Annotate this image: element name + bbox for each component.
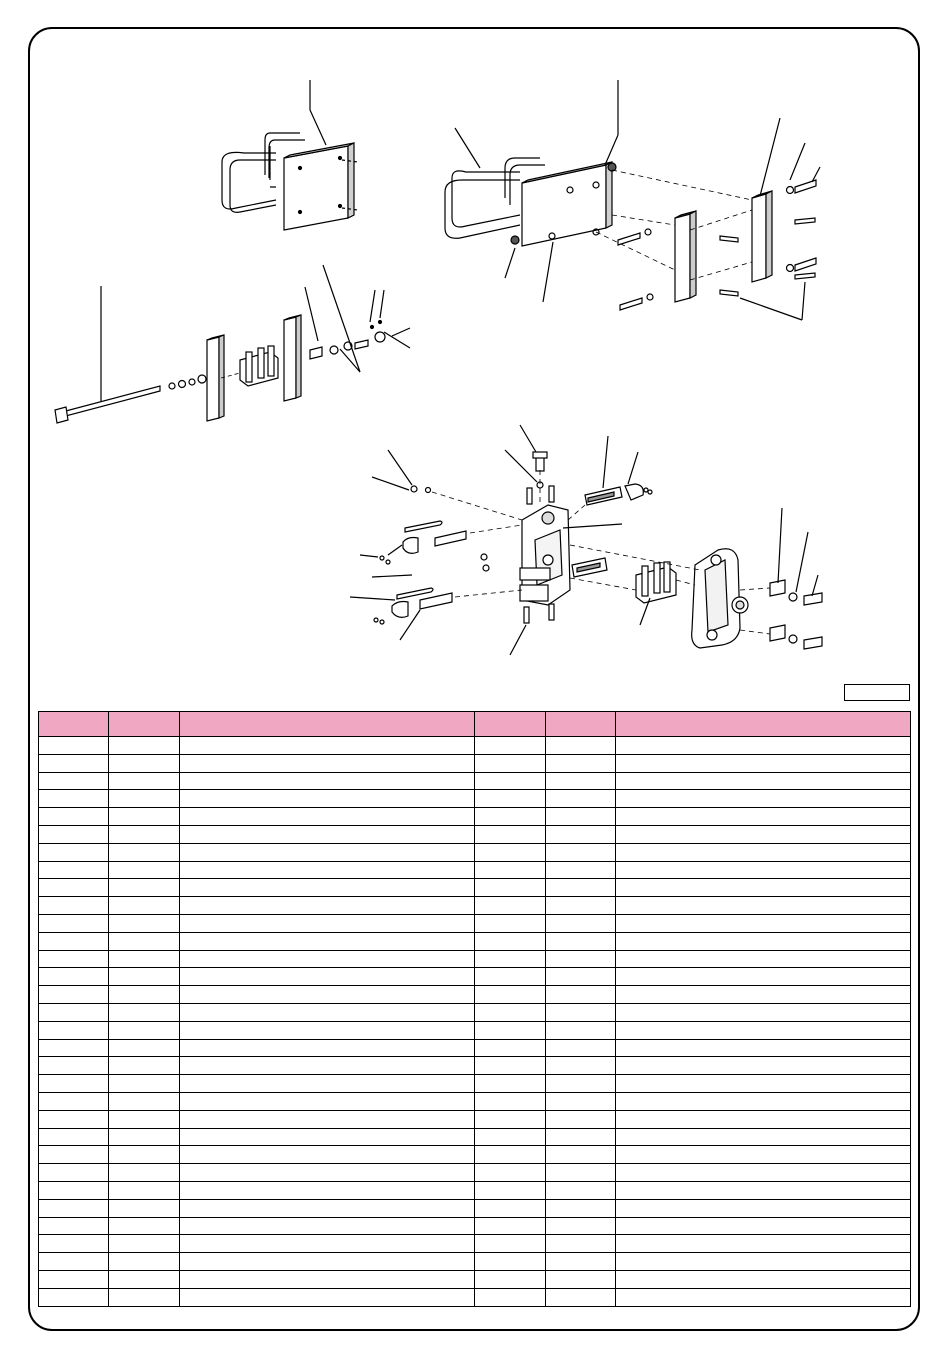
reference-box xyxy=(844,684,910,701)
table-cell xyxy=(180,825,475,843)
table-cell xyxy=(109,1092,180,1110)
parts-table xyxy=(38,711,911,1307)
table-cell xyxy=(180,1075,475,1093)
table-cell xyxy=(616,914,911,932)
table-cell xyxy=(180,1146,475,1164)
table-row xyxy=(39,737,911,755)
table-cell xyxy=(475,843,546,861)
table-cell xyxy=(475,808,546,826)
table-cell xyxy=(475,968,546,986)
table-cell xyxy=(180,861,475,879)
table-cell xyxy=(475,950,546,968)
table-cell xyxy=(475,1235,546,1253)
table-cell xyxy=(109,808,180,826)
table-cell xyxy=(39,737,109,755)
table-cell xyxy=(109,1253,180,1271)
table-cell xyxy=(39,1164,109,1182)
table-cell xyxy=(616,1181,911,1199)
table-cell xyxy=(475,861,546,879)
table-cell xyxy=(180,772,475,790)
table-cell xyxy=(546,861,616,879)
column-header xyxy=(180,712,475,737)
table-cell xyxy=(546,1235,616,1253)
table-cell xyxy=(180,932,475,950)
table-cell xyxy=(475,914,546,932)
clamp-block-lower xyxy=(636,562,676,603)
table-cell xyxy=(546,1164,616,1182)
table-cell xyxy=(39,1181,109,1199)
table-cell xyxy=(180,1039,475,1057)
table-cell xyxy=(546,1253,616,1271)
table-cell xyxy=(39,1039,109,1057)
table-cell xyxy=(546,897,616,915)
table-cell xyxy=(180,754,475,772)
table-row xyxy=(39,1039,911,1057)
table-cell xyxy=(616,790,911,808)
table-cell xyxy=(546,1128,616,1146)
table-cell xyxy=(39,1146,109,1164)
mount-plate-assembly-small xyxy=(222,80,358,230)
table-cell xyxy=(39,1270,109,1288)
table-row xyxy=(39,790,911,808)
table-row xyxy=(39,1199,911,1217)
table-cell xyxy=(475,825,546,843)
table-cell xyxy=(475,1039,546,1057)
table-cell xyxy=(180,914,475,932)
table-cell xyxy=(546,1057,616,1075)
table-cell xyxy=(109,1110,180,1128)
table-cell xyxy=(39,1110,109,1128)
table-cell xyxy=(180,1288,475,1306)
table-cell xyxy=(39,790,109,808)
table-cell xyxy=(616,1075,911,1093)
table-cell xyxy=(475,1003,546,1021)
table-cell xyxy=(616,1164,911,1182)
table-cell xyxy=(546,932,616,950)
table-cell xyxy=(546,1270,616,1288)
table-cell xyxy=(475,897,546,915)
table-cell xyxy=(546,879,616,897)
table-cell xyxy=(109,1075,180,1093)
table-row xyxy=(39,861,911,879)
table-cell xyxy=(475,754,546,772)
table-cell xyxy=(546,1021,616,1039)
table-cell xyxy=(109,1128,180,1146)
table-cell xyxy=(39,879,109,897)
table-cell xyxy=(475,1021,546,1039)
table-cell xyxy=(475,1146,546,1164)
table-cell xyxy=(109,1270,180,1288)
table-cell xyxy=(546,1110,616,1128)
table-cell xyxy=(39,1021,109,1039)
table-cell xyxy=(39,1217,109,1235)
table-cell xyxy=(616,932,911,950)
table-row xyxy=(39,1270,911,1288)
table-cell xyxy=(180,1235,475,1253)
table-cell xyxy=(475,1110,546,1128)
long-bolt-assembly xyxy=(55,265,410,423)
table-cell xyxy=(109,932,180,950)
table-cell xyxy=(546,808,616,826)
table-row xyxy=(39,1235,911,1253)
table-row xyxy=(39,772,911,790)
table-cell xyxy=(180,808,475,826)
table-row xyxy=(39,1288,911,1306)
table-cell xyxy=(109,1057,180,1075)
table-row xyxy=(39,1075,911,1093)
table-cell xyxy=(109,879,180,897)
table-cell xyxy=(39,754,109,772)
table-cell xyxy=(616,1092,911,1110)
table-cell xyxy=(616,1110,911,1128)
table-cell xyxy=(616,1128,911,1146)
table-cell xyxy=(109,1181,180,1199)
table-cell xyxy=(180,968,475,986)
table-cell xyxy=(475,1075,546,1093)
table-cell xyxy=(546,950,616,968)
table-cell xyxy=(546,754,616,772)
table-row xyxy=(39,1128,911,1146)
table-cell xyxy=(616,1253,911,1271)
column-header xyxy=(109,712,180,737)
table-row xyxy=(39,932,911,950)
table-cell xyxy=(39,932,109,950)
table-cell xyxy=(546,1039,616,1057)
table-cell xyxy=(475,1217,546,1235)
table-cell xyxy=(546,737,616,755)
table-cell xyxy=(546,790,616,808)
table-cell xyxy=(39,1075,109,1093)
table-row xyxy=(39,914,911,932)
table-cell xyxy=(109,1199,180,1217)
table-cell xyxy=(109,843,180,861)
table-cell xyxy=(109,1003,180,1021)
table-row xyxy=(39,825,911,843)
table-cell xyxy=(180,1057,475,1075)
table-cell xyxy=(475,790,546,808)
table-cell xyxy=(546,1199,616,1217)
bracket-exploded-assembly xyxy=(350,425,822,655)
table-cell xyxy=(109,1021,180,1039)
table-cell xyxy=(109,1146,180,1164)
table-cell xyxy=(109,861,180,879)
table-row xyxy=(39,1057,911,1075)
table-cell xyxy=(475,879,546,897)
table-cell xyxy=(475,1092,546,1110)
table-cell xyxy=(616,1288,911,1306)
table-cell xyxy=(475,1288,546,1306)
table-row xyxy=(39,1181,911,1199)
table-cell xyxy=(180,843,475,861)
table-row xyxy=(39,1146,911,1164)
table-cell xyxy=(109,914,180,932)
mount-plate-assembly-large xyxy=(445,80,820,320)
table-cell xyxy=(39,1057,109,1075)
table-cell xyxy=(39,1235,109,1253)
parts-table-header xyxy=(39,712,911,737)
table-cell xyxy=(39,1199,109,1217)
table-cell xyxy=(180,1199,475,1217)
table-cell xyxy=(616,1217,911,1235)
table-cell xyxy=(616,843,911,861)
table-cell xyxy=(616,986,911,1004)
table-row xyxy=(39,808,911,826)
table-cell xyxy=(546,1288,616,1306)
table-cell xyxy=(616,1235,911,1253)
table-row xyxy=(39,968,911,986)
table-cell xyxy=(475,932,546,950)
table-row xyxy=(39,1110,911,1128)
table-cell xyxy=(546,1003,616,1021)
table-cell xyxy=(39,986,109,1004)
table-cell xyxy=(180,986,475,1004)
table-cell xyxy=(109,1164,180,1182)
table-cell xyxy=(109,968,180,986)
table-cell xyxy=(109,1235,180,1253)
table-cell xyxy=(616,968,911,986)
table-cell xyxy=(616,754,911,772)
table-cell xyxy=(109,772,180,790)
table-cell xyxy=(109,986,180,1004)
table-cell xyxy=(180,950,475,968)
table-cell xyxy=(475,772,546,790)
table-cell xyxy=(180,1128,475,1146)
table-cell xyxy=(616,1039,911,1057)
table-row xyxy=(39,950,911,968)
table-cell xyxy=(180,1021,475,1039)
table-cell xyxy=(546,772,616,790)
table-cell xyxy=(616,1270,911,1288)
table-cell xyxy=(546,843,616,861)
table-cell xyxy=(546,1181,616,1199)
table-cell xyxy=(39,914,109,932)
table-cell xyxy=(616,772,911,790)
column-header xyxy=(475,712,546,737)
table-cell xyxy=(475,986,546,1004)
table-row xyxy=(39,1092,911,1110)
housing-frame xyxy=(692,549,748,648)
table-cell xyxy=(109,1288,180,1306)
table-cell xyxy=(180,879,475,897)
table-cell xyxy=(39,1092,109,1110)
table-cell xyxy=(180,1003,475,1021)
table-cell xyxy=(180,1253,475,1271)
table-cell xyxy=(475,1057,546,1075)
table-cell xyxy=(39,950,109,968)
table-row xyxy=(39,1021,911,1039)
table-cell xyxy=(546,825,616,843)
table-cell xyxy=(109,1039,180,1057)
table-cell xyxy=(616,897,911,915)
table-cell xyxy=(39,1128,109,1146)
table-cell xyxy=(180,897,475,915)
table-cell xyxy=(546,1217,616,1235)
table-cell xyxy=(180,790,475,808)
table-cell xyxy=(109,754,180,772)
table-cell xyxy=(39,772,109,790)
table-row xyxy=(39,897,911,915)
table-row xyxy=(39,1003,911,1021)
table-cell xyxy=(109,825,180,843)
table-cell xyxy=(180,1092,475,1110)
table-cell xyxy=(475,1128,546,1146)
table-cell xyxy=(39,1288,109,1306)
table-cell xyxy=(180,1181,475,1199)
table-row xyxy=(39,1164,911,1182)
table-cell xyxy=(39,897,109,915)
table-cell xyxy=(616,825,911,843)
table-row xyxy=(39,879,911,897)
table-cell xyxy=(39,968,109,986)
table-cell xyxy=(180,1110,475,1128)
table-row xyxy=(39,754,911,772)
table-cell xyxy=(546,986,616,1004)
table-cell xyxy=(109,790,180,808)
table-cell xyxy=(616,808,911,826)
table-cell xyxy=(475,1181,546,1199)
clamp-block xyxy=(240,346,278,386)
table-row xyxy=(39,986,911,1004)
table-cell xyxy=(475,1270,546,1288)
table-cell xyxy=(616,737,911,755)
table-cell xyxy=(616,861,911,879)
table-cell xyxy=(546,914,616,932)
table-row xyxy=(39,1253,911,1271)
table-cell xyxy=(475,1253,546,1271)
table-cell xyxy=(39,808,109,826)
table-row xyxy=(39,843,911,861)
table-cell xyxy=(475,737,546,755)
table-row xyxy=(39,1217,911,1235)
table-cell xyxy=(546,1146,616,1164)
table-cell xyxy=(39,843,109,861)
table-cell xyxy=(39,861,109,879)
table-cell xyxy=(546,1075,616,1093)
table-cell xyxy=(616,1057,911,1075)
column-header xyxy=(616,712,911,737)
table-cell xyxy=(180,1270,475,1288)
table-cell xyxy=(546,968,616,986)
table-cell xyxy=(39,825,109,843)
table-cell xyxy=(109,1217,180,1235)
table-cell xyxy=(180,1164,475,1182)
table-cell xyxy=(180,737,475,755)
table-cell xyxy=(616,1003,911,1021)
column-header xyxy=(39,712,109,737)
column-header xyxy=(546,712,616,737)
table-cell xyxy=(546,1092,616,1110)
table-cell xyxy=(39,1253,109,1271)
table-cell xyxy=(616,879,911,897)
table-cell xyxy=(616,1021,911,1039)
table-cell xyxy=(109,897,180,915)
table-cell xyxy=(475,1199,546,1217)
table-cell xyxy=(616,1199,911,1217)
table-cell xyxy=(180,1217,475,1235)
table-cell xyxy=(109,737,180,755)
table-cell xyxy=(475,1164,546,1182)
table-cell xyxy=(39,1003,109,1021)
table-cell xyxy=(109,950,180,968)
table-cell xyxy=(616,1146,911,1164)
table-cell xyxy=(616,950,911,968)
